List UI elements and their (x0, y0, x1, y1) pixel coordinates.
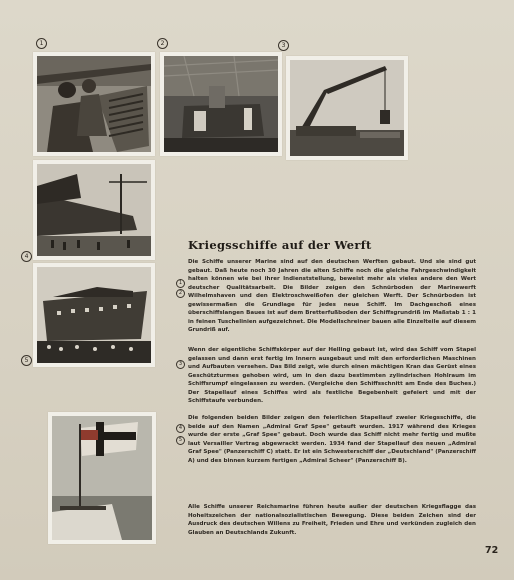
photo-schweissofen-image (164, 56, 278, 152)
photo-flagge-image (52, 416, 152, 540)
page-number: 72 (485, 545, 499, 556)
photo-flagge (48, 412, 156, 544)
photo-kran (286, 56, 408, 160)
marker-4-inline: 4 (176, 424, 185, 433)
photo-stapellauf-1917-image (37, 164, 151, 256)
paragraph-1: Die Schiffe unserer Marine sind auf den deutschen Werften gebaut. Und sie sind gut gebaut. Daß heute noch 30 Jahren die alten Schiffe noch die gleiche Fahrgeschwindigkeit halten können wie bei ihrer Indienststellung, beweist mehr als vieles andere den Wert deutscher Qualitätsarbeit. Die Bilder zeigen den Schnürboden der Marinewerft Wilhelmshaven und den Elektroschweißofen der gleichen Werft. Der Schnürboden ist gewissermaßen die Grundlage für jedes neue Schiff. Im Dachgeschoß eines überschiffslangen Baues ist auf dem Bretterfußboden der Schiffsgrundriß im Maßstab 1 : 1 in feinen Tuschelinien aufgezeichnet. Die Modellschreiner bauen alle Einzelteile auf diesem Grundriß auf. (188, 259, 476, 334)
marker-4: 4 (21, 251, 32, 262)
marker-2-inline: 2 (176, 289, 185, 298)
photo-schweissofen (160, 52, 282, 156)
marker-3-inline: 3 (176, 360, 185, 369)
photo-schnuerboden-image (37, 56, 151, 152)
page-title: Kriegsschiffe auf der Werft (188, 238, 372, 252)
marker-1-inline: 1 (176, 279, 185, 288)
photo-kran-image (290, 60, 404, 156)
photo-stapellauf-1934-image (37, 267, 151, 363)
photo-stapellauf-1934 (33, 263, 155, 367)
marker-5-inline: 5 (176, 436, 185, 445)
paragraph-4: Alle Schiffe unserer Reichsmarine führen heute außer der deutschen Kriegsflagge das Hoheitszeichen der nationalsozialistischen Bewegung. Diese beiden Zeichen sind der Ausdruck des deutschen Willens zu Freiheit, Frieden und Ehre und verkünden zugleich den Glauben an Deutschlands Zukunft. (188, 504, 476, 536)
marker-5: 5 (21, 355, 32, 366)
photo-schnuerboden (33, 52, 155, 156)
photo-stapellauf-1917 (33, 160, 155, 260)
marker-3: 3 (278, 40, 289, 51)
marker-1: 1 (36, 38, 47, 49)
paragraph-2: Wenn der eigentliche Schiffskörper auf der Helling gebaut ist, wird das Schiff vom Stapel gelassen und dann erst fertig im Innern ausgebaut und mit den erforderlichen Maschinen und Aufbauten versehen. Das Bild zeigt, wie durch einen mächtigen Kran das Gerüst eines Geschützturmes gehoben wird, um in den dazu bestimmten zylindrischen Hohlraum im Schiffsrumpf eingelassen zu werden. (Vergleiche den Schiffsschnitt am Ende des Buches.) Der Stapellauf eines Schiffes wird als festliche Begebenheit gefeiert und mit der Schiffstaufe verbunden. (188, 347, 476, 405)
paragraph-3: Die folgenden beiden Bilder zeigen den feierlichen Stapellauf zweier Kriegsschiffe, die beide auf den Namen „Admiral Graf Spee" getauft wurden. 1917 während des Krieges wurde der erste „Graf Spee" gebaut. Doch wurde das Schiff nicht mehr fertig und mußte laut Versailler Vertrag abgewrackt werden. 1934 fand der Stapellauf des neuen „Admiral Graf Spee" (Panzerschiff C) statt. Er ist ein Schwesterschiff der „Deutschland" (Panzerschiff A) und des binnen kurzem fertigen „Admiral Scheer" (Panzerschiff B). (188, 415, 476, 464)
marker-2: 2 (157, 38, 168, 49)
